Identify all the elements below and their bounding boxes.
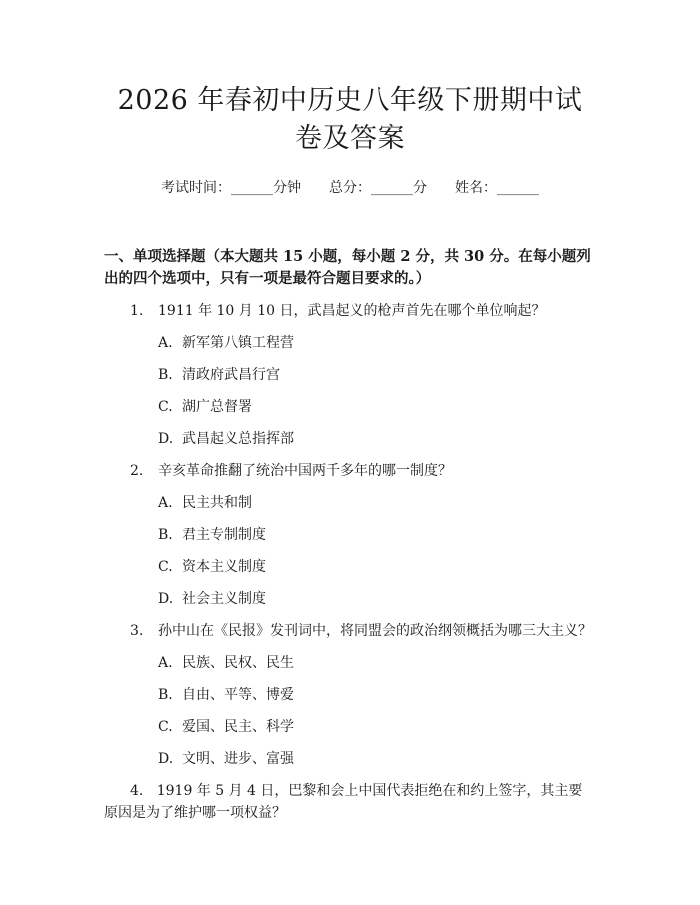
option-c xyxy=(104,716,596,738)
question-text: 孙中山在《民报》发刊词中，将同盟会的政治纲领概括为哪三大主义？ xyxy=(158,623,592,639)
student-name-field: 姓名：______ xyxy=(455,180,539,196)
page-title: 2026 年春初中历史八年级下册期中试卷及答案 xyxy=(117,85,583,154)
option-text: 爱国、民主、科学 xyxy=(182,719,294,735)
exam-time-field: 考试时间：______分钟 xyxy=(161,180,301,196)
option-text: 民族、民权、民生 xyxy=(182,655,294,671)
option-letter: D. xyxy=(158,751,174,767)
option-text: 武昌起义总指挥部 xyxy=(182,431,294,447)
question-1 xyxy=(104,300,596,450)
option-text: 君主专制制度 xyxy=(182,527,266,543)
option-text: 资本主义制度 xyxy=(182,559,266,575)
section-heading: 一、单项选择题（本大题共 15 小题，每小题 2 分，共 30 分。在每小题列出的四个选项中，只有一项是最符合题目要求的。） xyxy=(104,248,591,287)
question-text: 辛亥革命推翻了统治中国两千多年的哪一制度？ xyxy=(158,463,452,479)
question-4 xyxy=(104,780,596,824)
option-c xyxy=(104,396,596,418)
option-d xyxy=(104,748,596,770)
option-letter: A. xyxy=(158,495,173,511)
option-letter: D. xyxy=(158,431,174,447)
option-letter: C. xyxy=(158,399,173,415)
question-number: 1. xyxy=(130,303,144,319)
option-letter: C. xyxy=(158,719,173,735)
option-a xyxy=(104,652,596,674)
option-text: 新军第八镇工程营 xyxy=(182,335,294,351)
option-letter: A. xyxy=(158,655,173,671)
option-letter: B. xyxy=(158,687,173,703)
option-letter: B. xyxy=(158,367,173,383)
question-3 xyxy=(104,620,596,770)
option-text: 社会主义制度 xyxy=(182,591,266,607)
option-text: 自由、平等、博爱 xyxy=(182,687,294,703)
option-d xyxy=(104,588,596,610)
option-text: 文明、进步、富强 xyxy=(182,751,294,767)
option-letter: A. xyxy=(158,335,173,351)
exam-meta xyxy=(104,178,596,198)
question-number: 3. xyxy=(130,623,144,639)
option-text: 民主共和制 xyxy=(182,495,252,511)
option-text: 湖广总督署 xyxy=(182,399,252,415)
option-d xyxy=(104,428,596,450)
question-number: 2. xyxy=(130,463,144,479)
total-score-field: 总分：______分 xyxy=(329,180,427,196)
option-letter: B. xyxy=(158,527,173,543)
option-b xyxy=(104,684,596,706)
option-b xyxy=(104,524,596,546)
question-number: 4. xyxy=(130,783,144,799)
option-text: 清政府武昌行宫 xyxy=(182,367,280,383)
option-letter: D. xyxy=(158,591,174,607)
option-b xyxy=(104,364,596,386)
question-2 xyxy=(104,460,596,610)
option-a xyxy=(104,332,596,354)
option-c xyxy=(104,556,596,578)
question-text: 1919 年 5 月 4 日，巴黎和会上中国代表拒绝在和约上签字，其主要原因是为了维护哪一项权益？ xyxy=(104,783,583,821)
option-letter: C. xyxy=(158,559,173,575)
question-text: 1911 年 10 月 10 日，武昌起义的枪声首先在哪个单位响起？ xyxy=(158,303,546,319)
option-a xyxy=(104,492,596,514)
